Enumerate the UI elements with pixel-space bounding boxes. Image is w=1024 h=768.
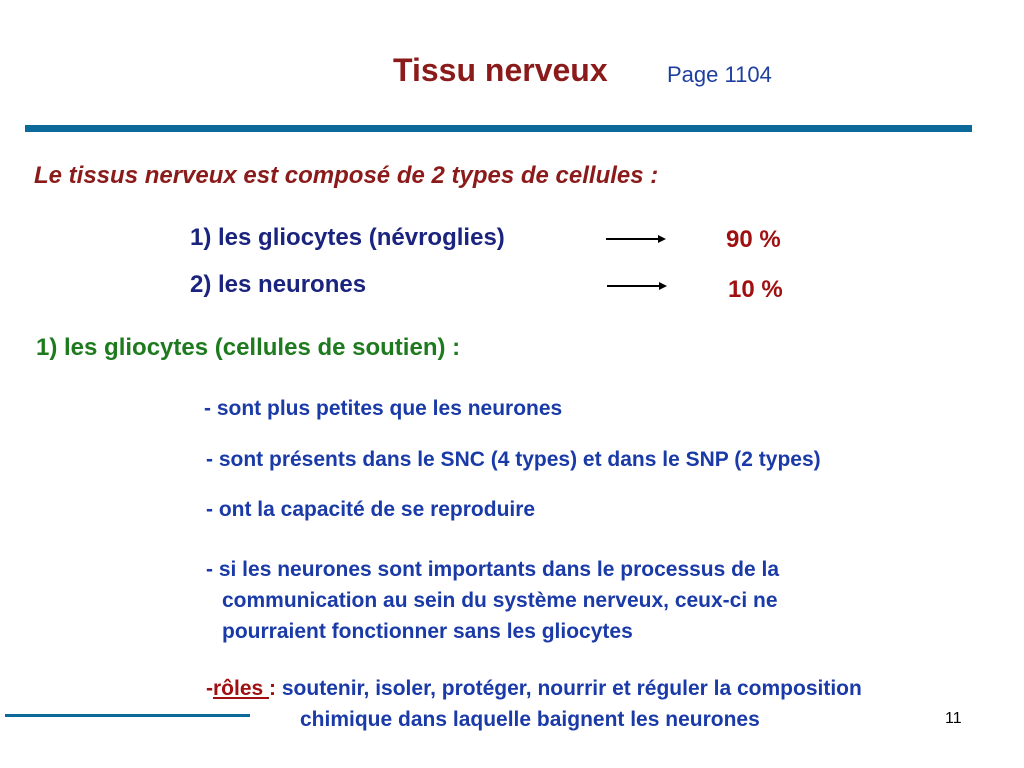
percent-gliocytes: 90 %: [726, 226, 781, 253]
cell-type-neurones: 2) les neurones: [190, 271, 367, 298]
section-heading: 1) les gliocytes (cellules de soutien) :: [36, 334, 461, 361]
arrow-right-icon: [606, 233, 666, 245]
intro-text: Le tissus nerveux est composé de 2 types de cellules :: [34, 162, 659, 189]
roles-label: rôles: [213, 677, 270, 700]
roles-dash: -: [206, 677, 213, 700]
percent-neurones: 10 %: [728, 276, 783, 303]
bullet-item: - sont présents dans le SNC (4 types) et dans le SNP (2 types): [206, 448, 821, 471]
bullet-item: - ont la capacité de se reproduire: [206, 498, 536, 521]
bullet-item-long: [206, 554, 926, 647]
roles-line-2: chimique dans laquelle baignent les neurones: [300, 708, 760, 731]
roles-colon: :: [269, 677, 277, 700]
bullet-line: - si les neurones sont importants dans le processus de la: [206, 558, 779, 581]
bottom-divider: [5, 714, 250, 717]
bullet-item: - sont plus petites que les neurones: [204, 397, 563, 420]
bullet-line: pourraient fonctionner sans les gliocytes: [222, 620, 633, 643]
arrow-right-icon: [607, 280, 667, 292]
cell-type-gliocytes: 1) les gliocytes (névroglies): [190, 224, 505, 251]
bullet-line: communication au sein du système nerveux, ceux-ci ne: [222, 589, 778, 612]
page-reference: Page 1104: [667, 62, 772, 87]
roles-block: [206, 673, 862, 735]
top-divider: [25, 125, 972, 132]
roles-line-1: soutenir, isoler, protéger, nourrir et réguler la composition: [276, 677, 862, 700]
slide-title: Tissu nerveux: [393, 52, 608, 88]
slide-number: 11: [945, 710, 962, 727]
